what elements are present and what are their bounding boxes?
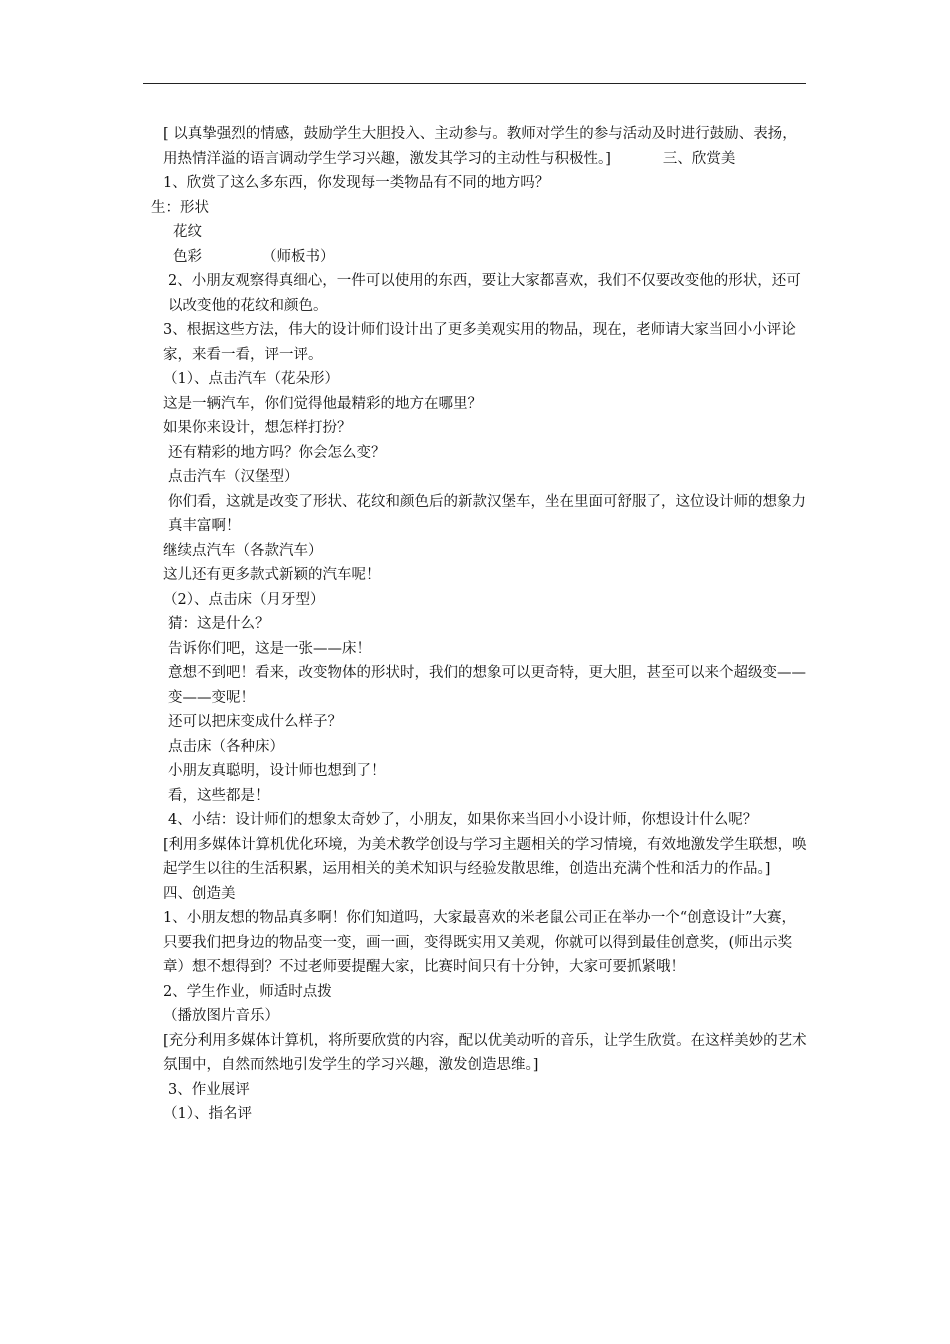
line: 还有精彩的地方吗？你会怎么变？ (168, 444, 386, 461)
line: 小朋友真聪明，设计师也想到了！ (168, 763, 386, 779)
line: 继续点汽车（各款汽车） (163, 542, 323, 559)
note-paragraph: [利用多媒体计算机优化环境，为美术教学创设与学习主题相关的学习情境，有效地激发学生联想，唤起学生以往的生活积累，运用相关的美术知识与经验发散思维，创造出充满个性和活力的作品。] (163, 836, 807, 877)
line: 3、作业展评 (168, 1081, 250, 1098)
line: 生：形状 (151, 199, 209, 216)
line: 点击床（各种床） (168, 738, 284, 755)
document-body (143, 122, 808, 1127)
section-heading-create: 四、创造美 (163, 885, 236, 902)
line: 花纹 (173, 224, 202, 240)
section-heading-appreciate: 三、欣赏美 (662, 150, 736, 167)
line: 这是一辆汽车，你们觉得他最精彩的地方在哪里？ (163, 395, 482, 412)
line-text: 色彩 (173, 248, 202, 265)
line: 点击汽车（汉堡型） (168, 469, 299, 485)
paragraph-intro (143, 122, 808, 171)
line: （1）、点击汽车（花朵形） (163, 371, 339, 387)
paragraph: 3、根据这些方法，伟大的设计师们设计出了更多美观实用的物品，现在，老师请大家当回小小评论家，来看一看，评一评。 (163, 322, 796, 363)
note-text: [ 以真挚强烈的情感，鼓励学生大胆投入、主动参与。教师对学生的参与活动及时进行鼓励、表扬，用热情洋溢的语言调动学生学习兴趣，激发其学习的主动性与积极性。] (163, 126, 797, 167)
paragraph: 你们看，这就是改变了形状、花纹和颜色后的新款汉堡车，坐在里面可舒服了，这位设计师的想象力真丰富啊！ (168, 493, 806, 534)
line (143, 245, 808, 270)
line: 还可以把床变成什么样子？ (168, 714, 342, 730)
line: （播放图片音乐） (163, 1008, 279, 1024)
line: 如果你来设计，想怎样打扮？ (163, 420, 352, 436)
line: 猜：这是什么？ (168, 616, 270, 632)
line: 这儿还有更多款式新颖的汽车呢！ (163, 567, 381, 583)
paragraph: 2、小朋友观察得真细心，一件可以使用的东西，要让大家都喜欢，我们不仅要改变他的形状，还可以改变他的花纹和颜色。 (168, 273, 801, 314)
paragraph: 意想不到吧！看来，改变物体的形状时，我们的想象可以更奇特，更大胆，甚至可以来个超级变——变——变呢！ (168, 665, 806, 706)
line: 4、小结：设计师们的想象太奇妙了，小朋友，如果你来当回小小设计师，你想设计什么呢？ (168, 812, 758, 828)
note-paragraph: [充分利用多媒体计算机，将所要欣赏的内容，配以优美动听的音乐，让学生欣赏。在这样美妙的艺术氛围中，自然而然地引发学生的学习兴趣，激发创造思维。] (163, 1032, 807, 1073)
line: 1、欣赏了这么多东西，你发现每一类物品有不同的地方吗？ (163, 175, 550, 191)
line: 2、学生作业，师适时点拨 (163, 983, 332, 1000)
line: （2）、点击床（月牙型） (163, 591, 325, 608)
paragraph: 1、小朋友想的物品真多啊！你们知道吗，大家最喜欢的米老鼠公司正在举办一个“创意设计”大赛，只要我们把身边的物品变一变，画一画，变得既实用又美观，你就可以得到最佳创意奖，(师出示奖章）想不想得到？不过老师要提醒大家，比赛时间只有十分钟，大家可要抓紧哦！ (163, 910, 797, 975)
line-text: （师板书） (262, 248, 335, 265)
line: （1）、指名评 (163, 1106, 252, 1122)
line: 告诉你们吧，这是一张——床！ (168, 640, 371, 657)
line: 看，这些都是！ (168, 787, 270, 804)
header-rule (143, 83, 806, 84)
